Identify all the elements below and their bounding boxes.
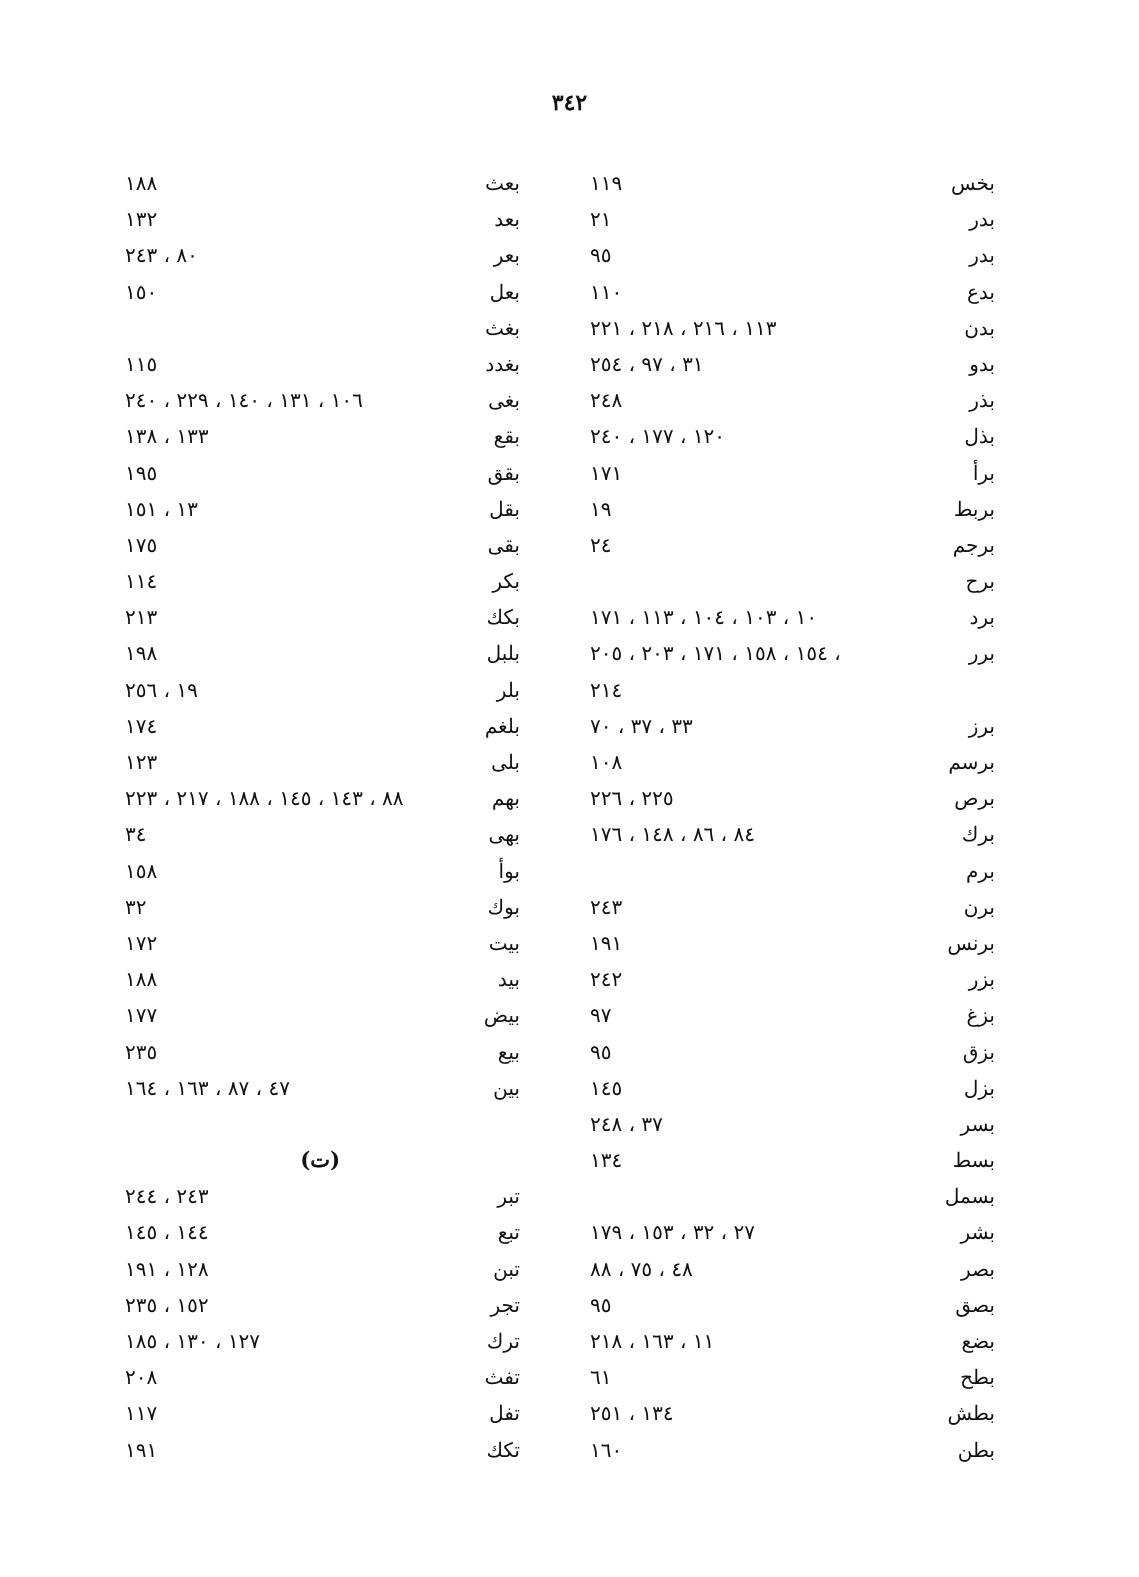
entry-root-word: تكك <box>486 1437 520 1462</box>
entry-root-word: بلر <box>496 677 520 702</box>
entry-page-refs: ١٧٧ <box>125 1003 158 1028</box>
index-entry <box>125 1214 520 1250</box>
entry-root-word: بكك <box>486 605 520 630</box>
entry-page-refs: ١١ ، ١٦٣ ، ٢١٨ <box>590 1329 715 1353</box>
entry-root-word: بهى <box>488 822 520 847</box>
entry-root-word: بزق <box>962 1039 995 1064</box>
entry-root-word: بقع <box>493 424 520 449</box>
index-entry <box>125 455 520 491</box>
index-entry <box>125 1395 520 1431</box>
entry-root-word: برم <box>966 858 995 883</box>
entry-root-word: بزر <box>968 967 995 992</box>
entry-page-refs: ٢٤٨ <box>590 388 623 413</box>
entry-page-refs: ٢٤٣ ، ٢٤٤ <box>125 1184 209 1209</box>
index-entry <box>590 382 995 418</box>
entry-root-word: بشر <box>960 1220 995 1245</box>
index-entry <box>590 672 995 708</box>
entry-page-refs: ١٤٥ <box>590 1075 623 1100</box>
index-entry <box>590 1287 995 1323</box>
index-entry <box>590 1251 995 1287</box>
entry-root-word: بقق <box>487 460 520 485</box>
index-entry <box>590 1432 995 1468</box>
index-entry <box>125 274 520 310</box>
entry-root-word: بكر <box>492 569 520 594</box>
entry-root-word: بذر <box>969 388 995 413</box>
index-entry <box>125 853 520 889</box>
entry-root-word: برص <box>954 786 995 811</box>
entry-root-word: بزل <box>963 1075 995 1100</box>
entry-root-word: بلبل <box>486 641 520 666</box>
entry-root-word: برك <box>961 822 995 847</box>
entry-page-refs: ٩٧ <box>590 1003 612 1028</box>
entry-root-word: بطش <box>947 1401 995 1426</box>
index-entry <box>125 1178 520 1214</box>
entry-page-refs: ٢١٤ <box>590 677 623 702</box>
index-entry <box>125 1251 520 1287</box>
entry-page-refs: ١٣٢ <box>125 207 158 232</box>
entry-root-word: برد <box>969 605 995 630</box>
entry-root-word: بيد <box>497 967 520 992</box>
entry-page-refs: ١٢٣ <box>125 750 158 774</box>
index-entry <box>590 201 995 237</box>
index-entry <box>125 708 520 744</box>
entry-root-word: بخس <box>951 171 995 195</box>
index-entry <box>590 599 995 635</box>
entry-root-word: تفث <box>484 1365 520 1390</box>
entry-root-word: بغث <box>485 315 520 340</box>
entry-page-refs: ١٢٨ ، ١٩١ <box>125 1256 209 1281</box>
entry-page-refs: ١٣٤ ، ٢٥١ <box>590 1401 674 1426</box>
entry-root-word: برن <box>963 894 995 919</box>
index-entry <box>590 237 995 273</box>
index-entry <box>590 889 995 925</box>
entry-page-refs: ٢٣٥ <box>125 1039 158 1064</box>
entry-root-word: تفل <box>489 1401 520 1426</box>
entry-page-refs: ٨٤ ، ٨٦ ، ١٤٨ ، ١٧٦ <box>590 822 755 847</box>
entry-page-refs: ٩٥ <box>590 243 612 268</box>
entry-root-word: بسط <box>952 1148 995 1173</box>
entry-page-refs: ٢٠٨ <box>125 1365 158 1390</box>
index-entry <box>125 346 520 382</box>
index-entry <box>125 1323 520 1359</box>
entry-root-word: برنس <box>947 930 995 955</box>
entry-page-refs: ١٩١ <box>125 1437 158 1462</box>
index-entry <box>125 310 520 346</box>
entry-root-word: ترك <box>486 1329 520 1353</box>
index-entry <box>125 635 520 671</box>
index-entry <box>590 1034 995 1070</box>
entry-page-refs: ١١٠ <box>590 279 623 304</box>
entry-page-refs: ٢١ <box>590 207 612 232</box>
index-entry <box>125 997 520 1033</box>
index-column-right <box>590 165 995 1468</box>
entry-root-word: تبع <box>497 1220 520 1245</box>
entry-root-word: بقل <box>489 496 520 521</box>
entry-page-refs: ٢٧ ، ٣٢ ، ١٥٣ ، ١٧٩ <box>590 1220 755 1245</box>
entry-root-word: بعث <box>485 171 520 195</box>
entry-page-refs: ١٩٨ <box>125 641 158 666</box>
index-entry <box>590 1142 995 1178</box>
index-entry <box>125 563 520 599</box>
index-entry <box>125 672 520 708</box>
entry-page-refs: ١٩ <box>590 496 612 521</box>
entry-page-refs: ١٨٨ <box>125 967 158 992</box>
entry-page-refs: ١٣٤ <box>590 1148 623 1173</box>
index-entry <box>590 853 995 889</box>
entry-root-word: بلى <box>491 750 520 774</box>
page-number: ٣٤٢ <box>551 90 588 116</box>
entry-root-word: بدع <box>967 279 995 304</box>
entry-root-word: بيض <box>483 1003 520 1028</box>
index-entry <box>125 1432 520 1468</box>
entry-root-word: تبر <box>497 1184 520 1209</box>
entry-page-refs: ١٧١ <box>590 460 623 485</box>
entry-root-word: بسمل <box>944 1184 995 1209</box>
entry-page-refs: ١٧٥ <box>125 532 158 557</box>
index-column-left <box>125 165 520 1468</box>
entry-root-word: بين <box>493 1075 520 1100</box>
index-entry <box>125 925 520 961</box>
index-entry <box>590 418 995 454</box>
entry-root-word: بزغ <box>966 1003 995 1028</box>
entry-page-refs: ١٣ ، ١٥١ <box>125 496 198 521</box>
index-entry <box>590 1106 995 1142</box>
entry-root-word: برر <box>968 641 995 666</box>
index-entry <box>590 635 995 671</box>
entry-root-word: برأ <box>972 460 995 485</box>
entry-root-word: تبن <box>493 1256 520 1281</box>
index-entry <box>590 527 995 563</box>
entry-root-word: بهم <box>491 786 520 811</box>
entry-page-refs: ٣٢ <box>125 894 147 919</box>
index-entry <box>125 418 520 454</box>
index-entry <box>590 997 995 1033</box>
index-entry <box>125 201 520 237</box>
entry-page-refs: ١٥٤ ، ١٥٨ ، ١٧١ ، ٢٠٣ ، ٢٠٥ ، <box>590 641 841 666</box>
entry-page-refs: ١١٩ <box>590 171 623 195</box>
entry-page-refs: ٨٨ ، ١٤٣ ، ١٤٥ ، ١٨٨ ، ٢١٧ ، ٢٢٣ <box>125 786 404 811</box>
entry-root-word: بعد <box>494 207 520 232</box>
entry-page-refs: ١٢٧ ، ١٣٠ ، ١٨٥ <box>125 1329 261 1353</box>
entry-page-refs: ٦١ <box>590 1365 612 1390</box>
entry-page-refs: ١٦٠ <box>590 1437 623 1462</box>
entry-root-word: برجم <box>952 532 995 557</box>
entry-page-refs: ٩٥ <box>590 1292 612 1317</box>
entry-page-refs: ٤٧ ، ٨٧ ، ١٦٣ ، ١٦٤ <box>125 1075 290 1100</box>
entry-page-refs: ٣٤ <box>125 822 147 847</box>
entry-page-refs: ٣٣ ، ٣٧ ، ٧٠ <box>590 713 693 738</box>
index-entry <box>590 961 995 997</box>
index-entry <box>590 274 995 310</box>
entry-page-refs: ١٠٨ <box>590 750 623 774</box>
index-entry <box>590 1359 995 1395</box>
index-entry <box>590 1070 995 1106</box>
entry-root-word: بطح <box>960 1365 995 1390</box>
entry-page-refs: ١٩٥ <box>125 460 158 485</box>
entry-root-word: بدو <box>969 351 995 376</box>
index-entry <box>590 491 995 527</box>
entry-root-word: بعل <box>489 279 520 304</box>
index-entry <box>590 310 995 346</box>
entry-page-refs: ٢٤ <box>590 532 612 557</box>
entry-root-word: بوك <box>487 894 520 919</box>
entry-root-word: بقى <box>487 532 520 557</box>
entry-page-refs: ٢١٣ <box>125 605 158 630</box>
entry-page-refs: ١٩ ، ٢٥٦ <box>125 677 198 702</box>
entry-page-refs: ١٠٦ ، ١٣١ ، ١٤٠ ، ٢٢٩ ، ٢٤٠ <box>125 388 363 413</box>
entry-page-refs: ١٥٠ <box>125 279 158 304</box>
entry-page-refs: ١٠ ، ١٠٣ ، ١٠٤ ، ١١٣ ، ١٧١ <box>590 605 818 630</box>
index-entry <box>590 816 995 852</box>
index-entry <box>125 961 520 997</box>
index-entry <box>125 165 520 201</box>
entry-root-word: بذل <box>964 424 995 449</box>
entry-page-refs: ١٥٨ <box>125 858 158 883</box>
entry-page-refs: ١١٤ <box>125 569 158 594</box>
index-entry <box>590 346 995 382</box>
index-entry <box>590 1178 995 1214</box>
index-entry <box>590 563 995 599</box>
entry-root-word: بصق <box>955 1292 995 1317</box>
index-entry <box>125 599 520 635</box>
entry-page-refs: ١٧٤ <box>125 713 158 738</box>
entry-root-word: بربط <box>953 496 995 521</box>
entry-page-refs: ١٣٣ ، ١٣٨ <box>125 424 209 449</box>
entry-page-refs: ٨٠ ، ٢٤٣ <box>125 243 198 268</box>
index-entry <box>590 744 995 780</box>
entry-root-word: برسم <box>948 750 995 774</box>
entry-root-word: بدر <box>969 207 995 232</box>
section-spacer <box>125 1106 520 1142</box>
index-entry <box>590 1395 995 1431</box>
entry-page-refs: ١٢٠ ، ١٧٧ ، ٢٤٠ <box>590 424 726 449</box>
index-entry <box>590 1214 995 1250</box>
entry-page-refs: ١٨٨ <box>125 171 158 195</box>
entry-root-word: بغدد <box>485 351 520 376</box>
index-entry <box>590 780 995 816</box>
entry-root-word: بسر <box>960 1111 995 1136</box>
index-entry <box>590 1323 995 1359</box>
entry-page-refs: ٩٥ <box>590 1039 612 1064</box>
entry-root-word: بعر <box>493 243 520 268</box>
index-entry <box>125 527 520 563</box>
entry-page-refs: ٢٤٢ <box>590 967 623 992</box>
entry-root-word: بيت <box>488 930 520 955</box>
index-entry <box>125 1070 520 1106</box>
index-entry <box>125 816 520 852</box>
entry-page-refs: ١١٧ <box>125 1401 158 1426</box>
index-entry <box>590 455 995 491</box>
index-entry <box>590 925 995 961</box>
index-entry <box>125 889 520 925</box>
entry-page-refs: ١١٣ ، ٢١٦ ، ٢١٨ ، ٢٢١ <box>590 315 777 340</box>
entry-page-refs: ١٧٢ <box>125 930 158 955</box>
entry-root-word: بلغم <box>484 713 520 738</box>
entry-page-refs: ٢٤٣ <box>590 894 623 919</box>
entry-root-word: برز <box>968 713 995 738</box>
entry-page-refs: ١٥٢ ، ٢٣٥ <box>125 1292 209 1317</box>
entry-root-word: بيع <box>497 1039 520 1064</box>
index-entry <box>590 165 995 201</box>
index-entry <box>125 744 520 780</box>
index-entry <box>125 382 520 418</box>
entry-page-refs: ٣٧ ، ٢٤٨ <box>590 1111 663 1136</box>
index-entry <box>125 237 520 273</box>
entry-root-word: تجر <box>490 1292 520 1317</box>
entry-page-refs: ١٩١ <box>590 930 623 955</box>
entry-root-word: بغى <box>488 388 520 413</box>
entry-root-word: بوأ <box>498 858 520 883</box>
section-heading: (ت) <box>300 1147 340 1173</box>
index-entry <box>125 1287 520 1323</box>
entry-root-word: بدر <box>969 243 995 268</box>
entry-root-word: بطن <box>957 1437 995 1462</box>
index-entry <box>590 708 995 744</box>
entry-root-word: برح <box>965 569 995 594</box>
index-entry <box>125 780 520 816</box>
entry-root-word: بدن <box>964 315 995 340</box>
entry-page-refs: ١٤٤ ، ١٤٥ <box>125 1220 209 1245</box>
entry-root-word: بصر <box>961 1256 995 1281</box>
entry-page-refs: ٣١ ، ٩٧ ، ٢٥٤ <box>590 351 704 376</box>
index-entry <box>125 1359 520 1395</box>
entry-page-refs: ٤٨ ، ٧٥ ، ٨٨ <box>590 1256 693 1281</box>
index-entry <box>125 1034 520 1070</box>
entry-page-refs: ٢٢٥ ، ٢٢٦ <box>590 786 674 811</box>
index-entry <box>125 491 520 527</box>
entry-root-word: بضع <box>961 1329 995 1353</box>
entry-page-refs: ١١٥ <box>125 351 158 376</box>
